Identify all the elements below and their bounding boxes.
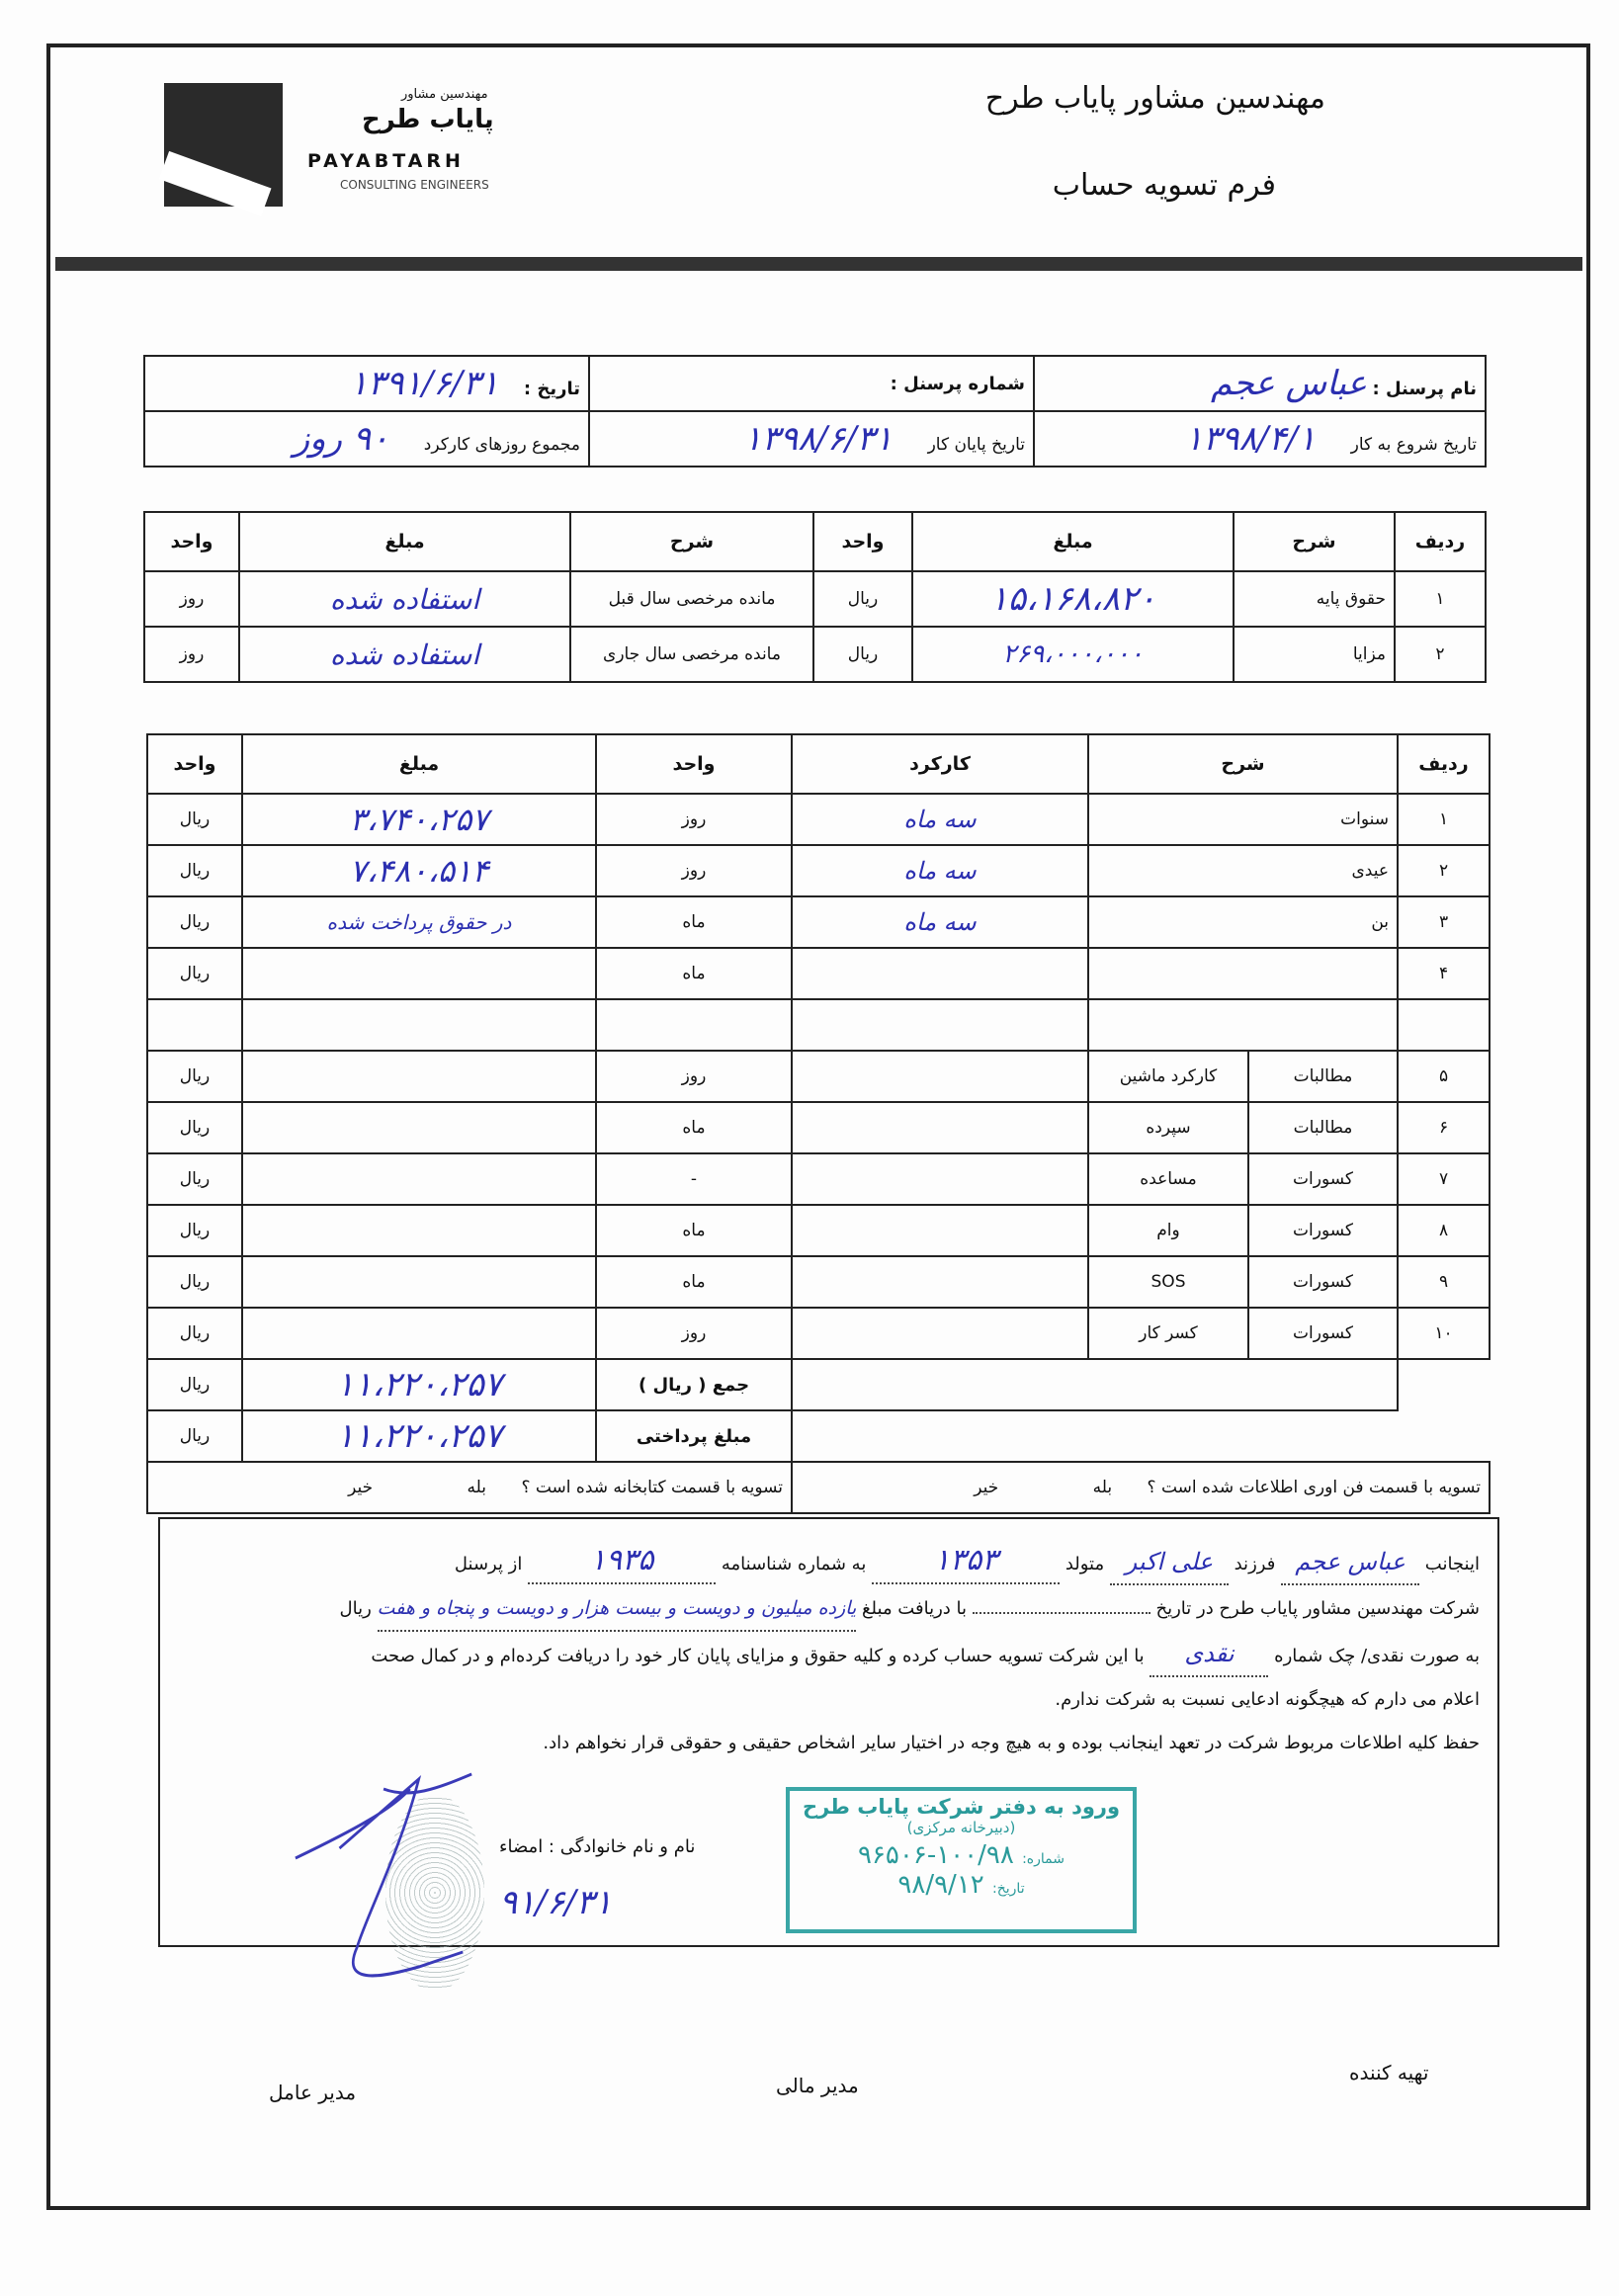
unit: ماه xyxy=(596,1102,792,1153)
work-period[interactable] xyxy=(792,1308,1088,1359)
id-number-field[interactable]: ۱۹۳۵ xyxy=(528,1539,716,1584)
amount[interactable]: ۱۵،۱۶۸،۸۲۰ xyxy=(912,571,1234,627)
amount[interactable] xyxy=(242,948,596,999)
text: ریال xyxy=(339,1598,372,1619)
category: مطالبات xyxy=(1248,1102,1398,1153)
table-row xyxy=(147,896,1490,948)
stamp-no-value: ۱۰۰/۹۸-۹۶۵۰۶ xyxy=(858,1840,1014,1870)
unit-2: روز xyxy=(144,571,239,627)
category: کسورات xyxy=(1248,1205,1398,1256)
end-value: ۱۳۹۸/۶/۳۱ xyxy=(743,419,894,459)
unit: روز xyxy=(596,1051,792,1102)
declaration-line-5: حفظ کلیه اطلاعات مربوط شرکت در تعهد اینجانب بوده و به هیچ وجه در اختیار سایر اشخاص حقیقی و حقوقی قرار نخواهم داد. xyxy=(543,1733,1480,1753)
header-work: کارکرد xyxy=(792,734,1088,794)
category: مطالبات xyxy=(1248,1051,1398,1102)
desc xyxy=(1088,948,1398,999)
stamp-subtitle: (دبیرخانه مرکزی) xyxy=(906,1819,1016,1836)
text: به شماره شناسنامه xyxy=(721,1554,867,1574)
currency: ریال xyxy=(147,1308,242,1359)
total-value[interactable]: ۱۱،۲۲۰،۲۵۷ xyxy=(242,1359,596,1410)
unit: ریال xyxy=(813,571,912,627)
row-no: ۱۰ xyxy=(1398,1308,1490,1359)
desc: کارکرد ماشین xyxy=(1088,1051,1248,1102)
start-cell[interactable] xyxy=(1034,411,1486,467)
desc: بن xyxy=(1088,896,1398,948)
stamp-date-value: ۹۸/۹/۱۲ xyxy=(897,1870,984,1900)
it-question: تسویه با قسمت فن اوری اطلاعات شده است ؟ xyxy=(1147,1478,1482,1497)
desc xyxy=(1088,999,1398,1051)
currency: ریال xyxy=(147,794,242,845)
birth-year-field[interactable]: ۱۳۵۳ xyxy=(872,1539,1060,1584)
date-cell[interactable] xyxy=(144,356,589,411)
header-currency: واحد xyxy=(147,734,242,794)
logo xyxy=(164,83,579,212)
unit: روز xyxy=(596,845,792,896)
text: اینجانب xyxy=(1424,1554,1480,1574)
amount-2[interactable]: استفاده شده xyxy=(239,627,570,682)
paid-value[interactable]: ۱۱،۲۲۰،۲۵۷ xyxy=(242,1410,596,1462)
desc: عیدی xyxy=(1088,845,1398,896)
header-amount: مبلغ xyxy=(242,734,596,794)
amount[interactable] xyxy=(242,1308,596,1359)
currency: ریال xyxy=(147,1256,242,1308)
it-yes-option[interactable]: بله xyxy=(1092,1478,1113,1497)
company-title: مهندسین مشاور پایاب طرح xyxy=(984,81,1325,116)
desc: مزایا xyxy=(1234,627,1395,682)
category: کسورات xyxy=(1248,1308,1398,1359)
start-label: تاریخ شروع به کار xyxy=(1350,435,1477,455)
amount[interactable] xyxy=(242,1051,596,1102)
table-row xyxy=(147,1256,1490,1308)
library-question: تسویه با قسمت کتابخانه شده است ؟ xyxy=(521,1478,783,1497)
header-amount-2: مبلغ xyxy=(239,512,570,571)
header-row-no: ردیف xyxy=(1395,512,1486,571)
days-value: ۹۰ روز xyxy=(293,419,389,459)
salary-table xyxy=(143,511,1487,683)
header-unit: واحد xyxy=(596,734,792,794)
table-row xyxy=(147,1205,1490,1256)
header-desc-2: شرح xyxy=(570,512,813,571)
library-no-option[interactable]: خیر xyxy=(348,1478,374,1497)
header-unit: واحد xyxy=(813,512,912,571)
unit: ماه xyxy=(596,948,792,999)
declaration-line-1 xyxy=(178,1539,1480,1586)
row-no: ۲ xyxy=(1395,627,1486,682)
desc-2: مانده مرخصی سال جاری xyxy=(570,627,813,682)
logo-fa-name: پایاب طرح xyxy=(362,105,494,134)
stamp-date-label: تاریخ: xyxy=(992,1881,1025,1897)
paid-label: مبلغ پرداختی xyxy=(596,1410,792,1462)
date-field[interactable] xyxy=(973,1612,1150,1614)
amount-words-field[interactable]: یازده میلیون و دویست و بیست هزار و دویست و پنجاه و هفت xyxy=(378,1586,857,1632)
row-no: ۷ xyxy=(1398,1153,1490,1205)
currency xyxy=(147,999,242,1051)
settlement-table xyxy=(146,733,1491,1514)
work-period[interactable] xyxy=(792,999,1088,1051)
it-clearance xyxy=(792,1462,1490,1513)
row-no: ۳ xyxy=(1398,896,1490,948)
days-label: مجموع روزهای کارکرد xyxy=(423,435,580,455)
date-label: تاریخ : xyxy=(523,379,580,399)
start-value: ۱۳۹۸/۴/۱ xyxy=(1184,419,1317,459)
logo-en-sub: CONSULTING ENGINEERS xyxy=(340,178,489,192)
signature-scribble xyxy=(287,1769,489,1987)
unit xyxy=(596,999,792,1051)
total-currency: ریال xyxy=(147,1359,242,1410)
total-row xyxy=(147,1359,1490,1410)
declaration-line-3 xyxy=(178,1632,1480,1678)
info-table xyxy=(143,355,1487,468)
it-no-option[interactable]: خیر xyxy=(974,1478,999,1497)
unit: ماه xyxy=(596,896,792,948)
table-row xyxy=(147,845,1490,896)
stamp-no-label: شماره: xyxy=(1022,1851,1065,1867)
table-row xyxy=(147,794,1490,845)
header-desc: شرح xyxy=(1088,734,1398,794)
amount[interactable]: در حقوق پرداخت شده xyxy=(242,896,596,948)
unit: ماه xyxy=(596,1256,792,1308)
desc: سپرده xyxy=(1088,1102,1248,1153)
header-row-no: ردیف xyxy=(1398,734,1490,794)
ceo-label: مدیر عامل xyxy=(269,2081,357,2104)
text: فرزند xyxy=(1234,1554,1276,1574)
personnel-no-label: شماره پرسنل : xyxy=(890,373,1025,394)
name-cell[interactable] xyxy=(1034,356,1486,411)
paid-row xyxy=(147,1410,1490,1462)
registry-stamp xyxy=(786,1787,1137,1933)
amount[interactable] xyxy=(242,1205,596,1256)
work-period[interactable] xyxy=(792,1205,1088,1256)
end-cell[interactable] xyxy=(589,411,1034,467)
work-period[interactable] xyxy=(792,1153,1088,1205)
header-unit-2: واحد xyxy=(144,512,239,571)
unit: ریال xyxy=(813,627,912,682)
category: کسورات xyxy=(1248,1153,1398,1205)
table-row xyxy=(144,627,1486,682)
currency: ریال xyxy=(147,896,242,948)
logo-mark xyxy=(164,83,283,207)
name-value: عباس عجم xyxy=(1210,364,1368,403)
finance-manager-label: مدیر مالی xyxy=(776,2074,859,2097)
work-period[interactable]: سه ماه xyxy=(792,845,1088,896)
desc: سنوات xyxy=(1088,794,1398,845)
desc-2: مانده مرخصی سال قبل xyxy=(570,571,813,627)
unit: روز xyxy=(596,794,792,845)
row-no: ۸ xyxy=(1398,1205,1490,1256)
currency: ریال xyxy=(147,1205,242,1256)
table-row xyxy=(147,1102,1490,1153)
amount[interactable] xyxy=(242,999,596,1051)
clearance-row xyxy=(147,1462,1490,1513)
header xyxy=(55,51,1582,271)
paid-currency: ریال xyxy=(147,1410,242,1462)
row-no xyxy=(1398,999,1490,1051)
unit: - xyxy=(596,1153,792,1205)
table-row xyxy=(147,1051,1490,1102)
text: به صورت نقدی/ چک شماره xyxy=(1274,1646,1480,1666)
amount[interactable]: ۳،۷۴۰،۲۵۷ xyxy=(242,794,596,845)
text: شرکت مهندسین مشاور پایاب طرح در تاریخ xyxy=(1155,1598,1480,1619)
preparer-signature-label: تهیه کننده xyxy=(1349,2061,1429,2084)
currency: ریال xyxy=(147,1102,242,1153)
table-row xyxy=(147,1153,1490,1205)
name-label: نام پرسنل : xyxy=(1372,379,1477,399)
stamp-title: ورود به دفتر شرکت پایاب طرح xyxy=(802,1795,1121,1819)
end-label: تاریخ پایان کار xyxy=(927,435,1025,455)
signature-label: نام و نام خانوادگی : امضاء xyxy=(499,1836,696,1857)
payment-method-field[interactable]: نقدی xyxy=(1150,1632,1268,1677)
work-period[interactable] xyxy=(792,1051,1088,1102)
row-no: ۶ xyxy=(1398,1102,1490,1153)
days-cell[interactable] xyxy=(144,411,589,467)
employee-name-field[interactable]: عباس عجم xyxy=(1281,1540,1419,1585)
amount[interactable]: ۷،۴۸۰،۵۱۴ xyxy=(242,845,596,896)
amount-2[interactable]: استفاده شده xyxy=(239,571,570,627)
desc: مساعده xyxy=(1088,1153,1248,1205)
text: از پرسنل xyxy=(454,1554,523,1574)
unit-2: روز xyxy=(144,627,239,682)
desc: حقوق پایه xyxy=(1234,571,1395,627)
amount[interactable] xyxy=(242,1256,596,1308)
personnel-no-cell[interactable] xyxy=(589,356,1034,411)
table-row xyxy=(147,948,1490,999)
desc: SOS xyxy=(1088,1256,1248,1308)
header-amount: مبلغ xyxy=(912,512,1234,571)
desc: کسر کار xyxy=(1088,1308,1248,1359)
header-desc: شرح xyxy=(1234,512,1395,571)
work-period[interactable] xyxy=(792,1102,1088,1153)
category: کسورات xyxy=(1248,1256,1398,1308)
unit: روز xyxy=(596,1308,792,1359)
date-value: ۱۳۹۱/۶/۳۱ xyxy=(349,364,499,403)
declaration-line-4: اعلام می دارم که هیچگونه ادعایی نسبت به شرکت ندارم. xyxy=(1055,1689,1480,1710)
table-row xyxy=(147,999,1490,1051)
work-period[interactable] xyxy=(792,1256,1088,1308)
text: متولد xyxy=(1065,1554,1105,1574)
row-no: ۵ xyxy=(1398,1051,1490,1102)
logo-en-name: PAYABTARH xyxy=(307,150,465,172)
currency: ریال xyxy=(147,1153,242,1205)
total-label: جمع ( ریال ) xyxy=(596,1359,792,1410)
row-no: ۱ xyxy=(1398,794,1490,845)
amount[interactable] xyxy=(242,1102,596,1153)
library-yes-option[interactable]: بله xyxy=(467,1478,487,1497)
row-no: ۴ xyxy=(1398,948,1490,999)
unit: ماه xyxy=(596,1205,792,1256)
father-name-field[interactable]: علی اکبر xyxy=(1110,1540,1229,1585)
text: با این شرکت تسویه حساب کرده و کلیه حقوق و مزایای پایان کار خود را دریافت کرده‌ام و در کمال صحت xyxy=(371,1646,1145,1666)
table-row xyxy=(144,571,1486,627)
form-title: فرم تسویه حساب xyxy=(1052,168,1276,203)
work-period[interactable]: سه ماه xyxy=(792,794,1088,845)
signature-date: ۹۱/۶/۳۱ xyxy=(499,1883,613,1922)
currency: ریال xyxy=(147,1051,242,1102)
row-no: ۹ xyxy=(1398,1256,1490,1308)
row-no: ۱ xyxy=(1395,571,1486,627)
currency: ریال xyxy=(147,845,242,896)
work-period[interactable]: سه ماه xyxy=(792,896,1088,948)
table-row xyxy=(147,1308,1490,1359)
desc: وام xyxy=(1088,1205,1248,1256)
declaration-line-2 xyxy=(178,1586,1480,1632)
row-no: ۲ xyxy=(1398,845,1490,896)
text: با دریافت مبلغ xyxy=(861,1598,967,1619)
work-period[interactable] xyxy=(792,948,1088,999)
amount[interactable]: ۲۶۹،۰۰۰،۰۰۰ xyxy=(912,627,1234,682)
logo-fa-small: مهندسین مشاور xyxy=(401,87,488,102)
amount[interactable] xyxy=(242,1153,596,1205)
currency: ریال xyxy=(147,948,242,999)
library-clearance xyxy=(147,1462,792,1513)
